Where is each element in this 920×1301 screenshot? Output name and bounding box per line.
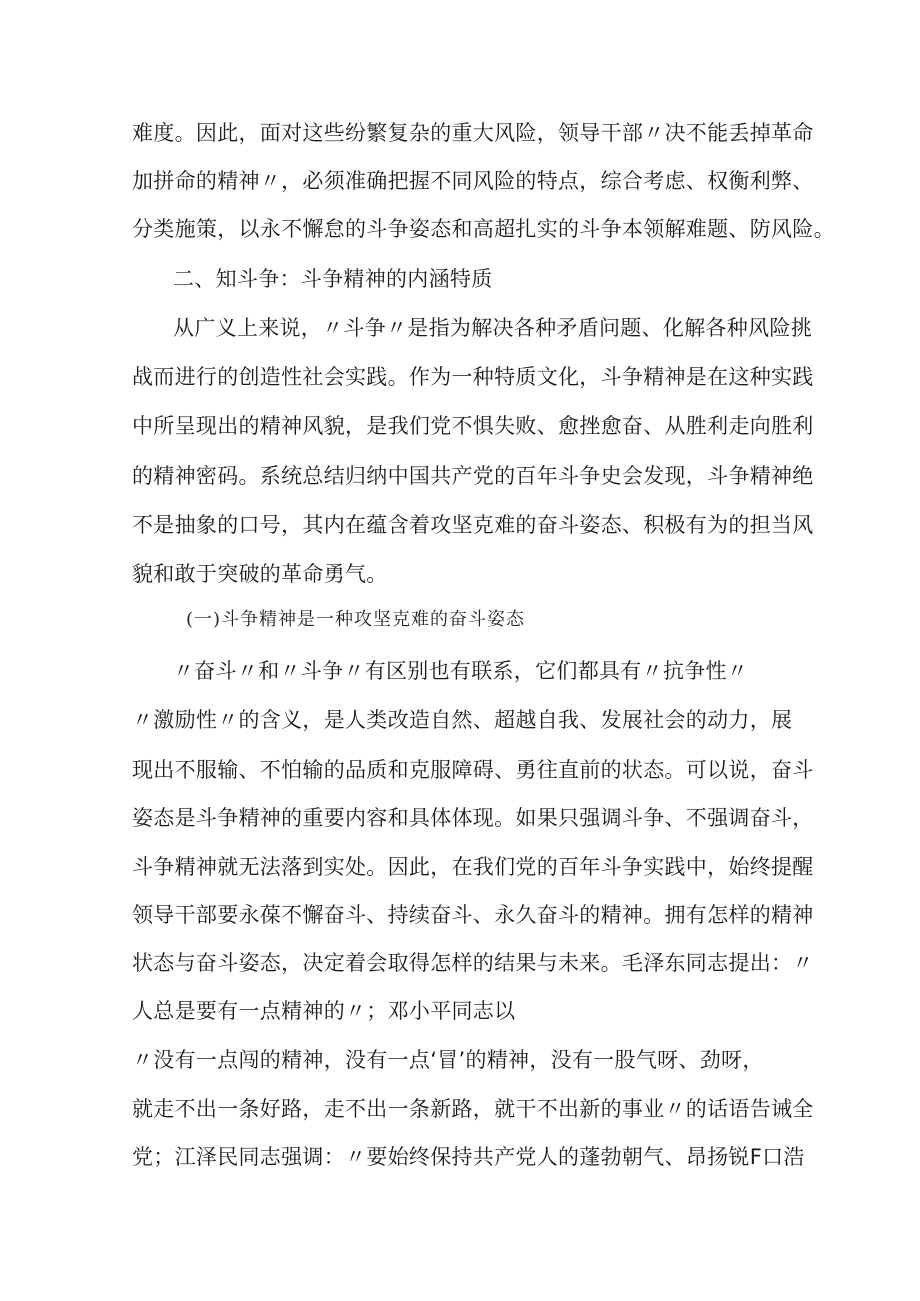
paragraph-line: 党；江泽民同志强调：〃要始终保持共产党人的蓬勃朝气、昂扬锐F口浩	[132, 1145, 805, 1169]
paragraph-line: 战而进行的创造性社会实践。作为一种特质文化，斗争精神是在这种实践	[132, 365, 814, 389]
paragraph-line: 中所呈现出的精神风貌，是我们党不惧失败、愈挫愈奋、从胜利走向胜利	[132, 414, 814, 438]
paragraph-line: 〃没有一点闯的精神，没有一点‘冒’的精神，没有一股气呀、劲呀，	[132, 1048, 764, 1072]
paragraph-line: 貌和敢于突破的革命勇气。	[132, 562, 388, 586]
paragraph-line: 不是抽象的口号，其内在蕴含着攻坚克难的奋斗姿态、积极有为的担当风	[132, 513, 814, 537]
section-heading: 二、知斗争：斗争精神的内涵特质	[173, 267, 493, 291]
paragraph-line: 斗争精神就无法落到实处。因此，在我们党的百年斗争实践中，始终提醒	[132, 855, 814, 879]
paragraph-line: 加拼命的精神〃，必须准确把握不同风险的特点，综合考虑、权衡利弊、	[132, 169, 814, 193]
paragraph-line: 分类施策，以永不懈怠的斗争姿态和高超扎实的斗争本领解难题、防风险。	[132, 217, 835, 241]
paragraph-line: 从广义上来说，〃斗争〃是指为解决各种矛盾问题、化解各种风险挑	[173, 316, 812, 340]
paragraph-line: 〃奋斗〃和〃斗争〃有区别也有联系，它们都具有〃抗争性〃	[173, 659, 749, 683]
paragraph-line: 〃激励性〃的含义，是人类改造自然、超越自我、发展社会的动力，展	[132, 708, 793, 732]
paragraph-line: 领导干部要永葆不懈奋斗、持续奋斗、永久奋斗的精神。拥有怎样的精神	[132, 903, 814, 927]
paragraph-line: 难度。因此，面对这些纷繁复杂的重大风险，领导干部〃决不能丢掉革命	[132, 121, 814, 145]
paragraph-line: 人总是要有一点精神的〃；邓小平同志以	[132, 999, 516, 1023]
subsection-heading: (一)斗争精神是一种攻坚克难的奋斗姿态	[186, 609, 526, 630]
paragraph-line: 的精神密码。系统总结归纳中国共产党的百年斗争史会发现，斗争精神绝	[132, 464, 814, 488]
paragraph-line: 就走不出一条好路，走不出一条新路，就干不出新的事业〃的话语告诫全	[132, 1097, 814, 1121]
paragraph-line: 姿态是斗争精神的重要内容和具体体现。如果只强调斗争、不强调奋斗，	[132, 806, 814, 830]
paragraph-line: 状态与奋斗姿态，决定着会取得怎样的结果与未来。毛泽东同志提出：〃	[132, 951, 814, 975]
paragraph-line: 现出不服输、不怕输的品质和克服障碍、勇往直前的状态。可以说，奋斗	[132, 758, 814, 782]
